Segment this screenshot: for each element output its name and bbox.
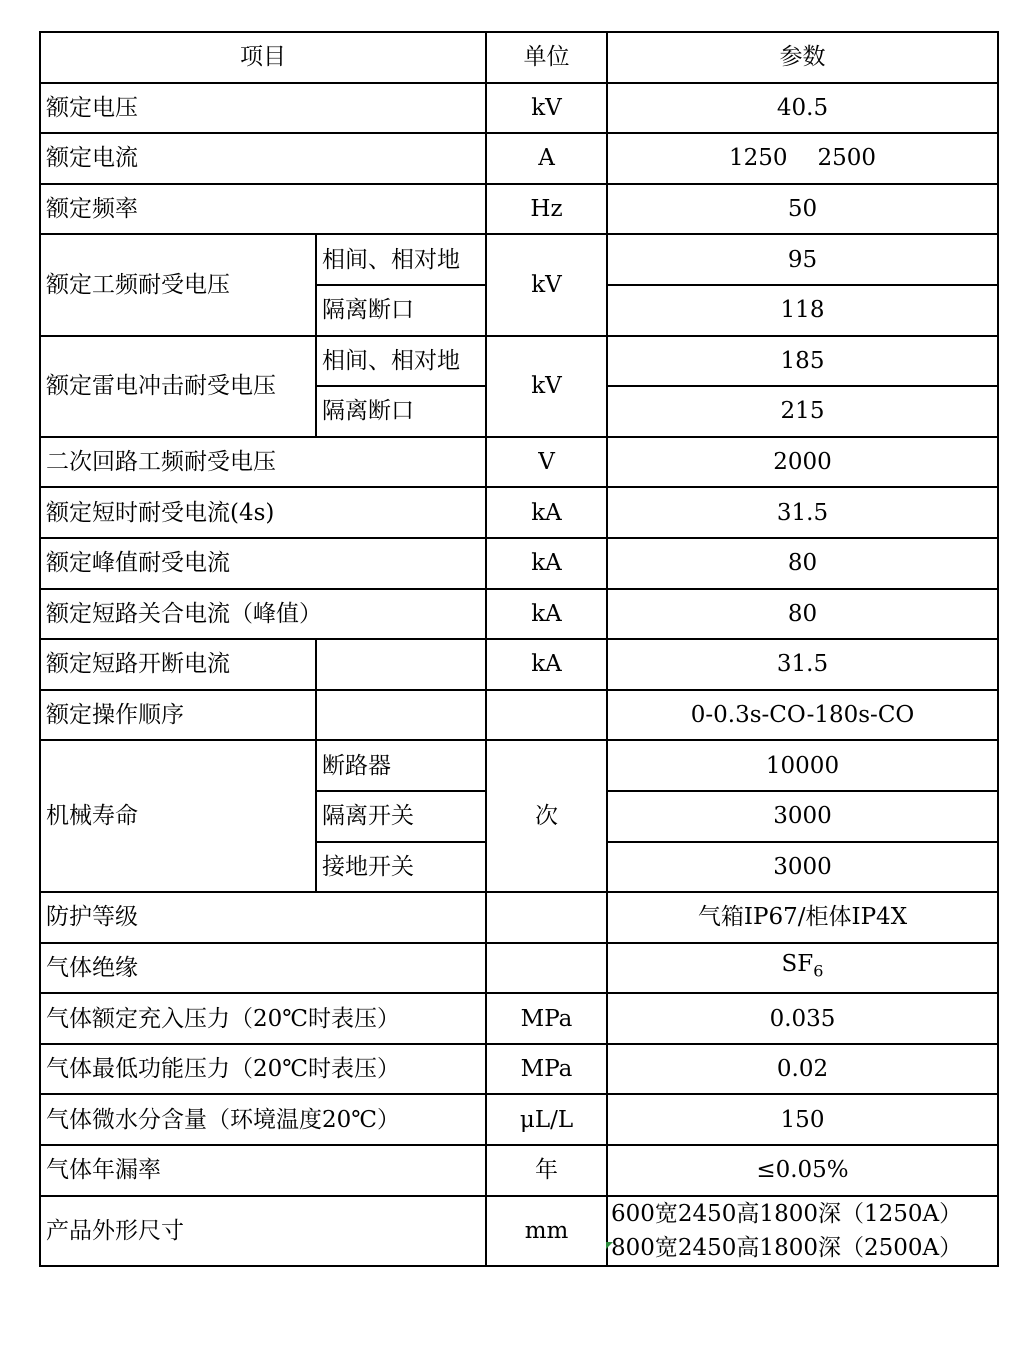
table-row bbox=[40, 1044, 998, 1095]
row-value bbox=[607, 1196, 998, 1266]
row-value: 118 bbox=[607, 285, 998, 336]
gas-formula: SF bbox=[781, 951, 814, 978]
row-unit: kA bbox=[486, 589, 607, 640]
row-value: 0.02 bbox=[607, 1044, 998, 1095]
row-item: 额定频率 bbox=[40, 184, 486, 235]
table-row bbox=[40, 1094, 998, 1145]
empty-cell bbox=[316, 690, 486, 741]
row-item: 额定短时耐受电流(4s) bbox=[40, 487, 486, 538]
header-unit: 单位 bbox=[486, 32, 607, 83]
row-item: 额定电压 bbox=[40, 83, 486, 134]
row-value: 150 bbox=[607, 1094, 998, 1145]
row-subitem: 接地开关 bbox=[316, 842, 486, 893]
current-value-1250: 1250 bbox=[728, 145, 788, 172]
row-unit: 次 bbox=[486, 740, 607, 892]
row-unit: A bbox=[486, 133, 607, 184]
row-item: 额定短路开断电流 bbox=[40, 639, 316, 690]
row-unit: 年 bbox=[486, 1145, 607, 1196]
current-value-2500: 2500 bbox=[817, 145, 877, 172]
row-item: 额定电流 bbox=[40, 133, 486, 184]
row-item: 气体最低功能压力（20℃时表压） bbox=[40, 1044, 486, 1095]
table-row bbox=[40, 943, 998, 994]
row-value: ≤0.05% bbox=[607, 1145, 998, 1196]
row-unit: kV bbox=[486, 234, 607, 335]
table-row bbox=[40, 740, 998, 791]
row-item: 额定短路关合电流（峰值） bbox=[40, 589, 486, 640]
row-value: 2000 bbox=[607, 437, 998, 488]
row-unit bbox=[486, 892, 607, 943]
table-row bbox=[40, 1196, 998, 1266]
row-subitem: 相间、相对地 bbox=[316, 234, 486, 285]
gas-formula-subscript: 6 bbox=[813, 961, 824, 981]
table-row bbox=[40, 1145, 998, 1196]
row-value: 185 bbox=[607, 336, 998, 387]
row-value: 0.035 bbox=[607, 993, 998, 1044]
row-unit: mm bbox=[486, 1196, 607, 1266]
spec-table bbox=[39, 31, 999, 1267]
row-value: 31.5 bbox=[607, 487, 998, 538]
row-item: 额定工频耐受电压 bbox=[40, 234, 316, 335]
row-subitem: 隔离开关 bbox=[316, 791, 486, 842]
row-unit bbox=[486, 943, 607, 994]
row-unit bbox=[486, 690, 607, 741]
row-unit: Hz bbox=[486, 184, 607, 235]
dimension-line-1250a: 600宽2450高1800深（1250A） bbox=[611, 1200, 963, 1227]
row-value: 31.5 bbox=[607, 639, 998, 690]
row-unit: μL/L bbox=[486, 1094, 607, 1145]
row-subitem: 隔离断口 bbox=[316, 285, 486, 336]
row-value bbox=[607, 943, 998, 994]
header-param: 参数 bbox=[607, 32, 998, 83]
row-unit: kA bbox=[486, 487, 607, 538]
dimension-line-2500a: 800宽2450高1800深（2500A） bbox=[611, 1234, 963, 1261]
row-unit: MPa bbox=[486, 993, 607, 1044]
row-unit: kV bbox=[486, 83, 607, 134]
table-row bbox=[40, 234, 998, 285]
table-row bbox=[40, 993, 998, 1044]
row-value: 95 bbox=[607, 234, 998, 285]
cell-comment-marker bbox=[606, 1242, 613, 1249]
row-unit: kA bbox=[486, 639, 607, 690]
header-row bbox=[40, 32, 998, 83]
row-unit: kV bbox=[486, 336, 607, 437]
row-item: 防护等级 bbox=[40, 892, 486, 943]
row-item: 额定操作顺序 bbox=[40, 690, 316, 741]
row-value: 80 bbox=[607, 589, 998, 640]
row-subitem: 断路器 bbox=[316, 740, 486, 791]
row-item: 产品外形尺寸 bbox=[40, 1196, 486, 1266]
row-value: 10000 bbox=[607, 740, 998, 791]
row-subitem: 隔离断口 bbox=[316, 386, 486, 437]
row-value: 215 bbox=[607, 386, 998, 437]
row-item: 额定雷电冲击耐受电压 bbox=[40, 336, 316, 437]
table-row bbox=[40, 538, 998, 589]
table-row bbox=[40, 336, 998, 387]
table-row bbox=[40, 487, 998, 538]
row-unit: MPa bbox=[486, 1044, 607, 1095]
row-item: 机械寿命 bbox=[40, 740, 316, 892]
table-row bbox=[40, 892, 998, 943]
row-value: 3000 bbox=[607, 791, 998, 842]
row-value: 50 bbox=[607, 184, 998, 235]
row-subitem: 相间、相对地 bbox=[316, 336, 486, 387]
row-unit: V bbox=[486, 437, 607, 488]
row-value: 气箱IP67/柜体IP4X bbox=[607, 892, 998, 943]
row-item: 气体年漏率 bbox=[40, 1145, 486, 1196]
row-item: 气体绝缘 bbox=[40, 943, 486, 994]
row-item: 气体额定充入压力（20℃时表压） bbox=[40, 993, 486, 1044]
row-unit: kA bbox=[486, 538, 607, 589]
row-value bbox=[607, 133, 998, 184]
table-row bbox=[40, 690, 998, 741]
empty-cell bbox=[316, 639, 486, 690]
row-item: 额定峰值耐受电流 bbox=[40, 538, 486, 589]
table-row bbox=[40, 133, 998, 184]
row-value: 40.5 bbox=[607, 83, 998, 134]
table-row bbox=[40, 437, 998, 488]
row-value: 80 bbox=[607, 538, 998, 589]
row-item: 气体微水分含量（环境温度20℃） bbox=[40, 1094, 486, 1145]
table-row bbox=[40, 589, 998, 640]
row-item: 二次回路工频耐受电压 bbox=[40, 437, 486, 488]
row-value: 3000 bbox=[607, 842, 998, 893]
table-row bbox=[40, 83, 998, 134]
table-row bbox=[40, 639, 998, 690]
row-value: 0-0.3s-CO-180s-CO bbox=[607, 690, 998, 741]
table-row bbox=[40, 184, 998, 235]
header-item: 项目 bbox=[40, 32, 486, 83]
